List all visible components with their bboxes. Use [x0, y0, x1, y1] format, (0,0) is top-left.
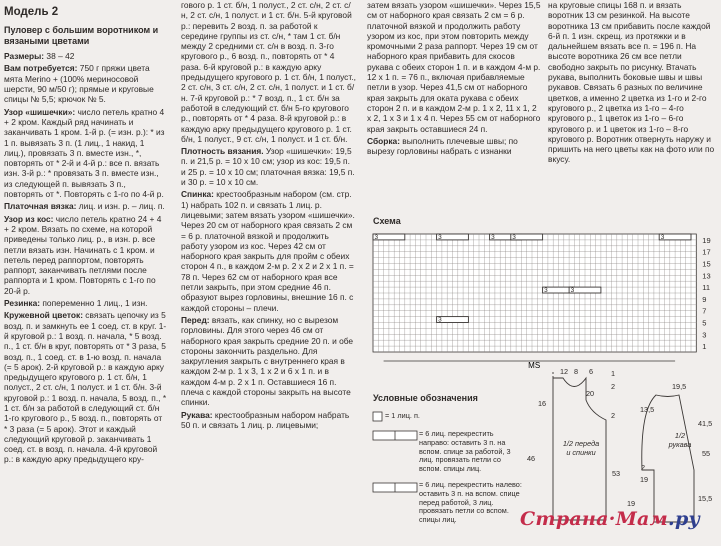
paragraph-text: выполнить плечевые швы; по вырезу горловины набрать с изнанки — [367, 135, 518, 157]
watermark-part2: Мам — [615, 508, 669, 530]
paragraph-text: Узор «шишечки»: 19,5 п. и 21,5 р. = 10 х 10 см; узор из кос: 19,5 п. и 25 р. = 10 х 10 см; платочная вязка: 19,5 п. и 30 р. = 10 х 10 см. — [181, 146, 355, 188]
dimension-label: 6 — [589, 367, 594, 376]
watermark-heart-icon: · — [608, 508, 616, 530]
row-number: 7 — [702, 306, 707, 316]
dimension-label: 19 — [640, 475, 649, 484]
model-subtitle: Пуловер с большим воротником и вязаными цветами — [4, 25, 159, 46]
paragraph-lead: Рукава: — [181, 409, 213, 420]
row-number: 3 — [702, 330, 707, 340]
row-number: 17 — [702, 247, 711, 257]
row-number: 15 — [702, 259, 711, 269]
row-number: 11 — [702, 283, 711, 293]
paragraph-lead: Спинка: — [181, 189, 214, 200]
paragraph-lead: Узор «шишечки»: — [4, 106, 76, 117]
cable-mark-label: 3 — [438, 234, 442, 242]
paragraph-text: лиц. и изн. р. – лиц. п. — [76, 201, 165, 212]
row-number: 19 — [702, 235, 711, 245]
dimension-label: 1 — [611, 369, 616, 378]
paragraph-text: число петель кратно 24 + 4 + 2 кром. Вязать по схеме, на которой приведены только лиц. р., в изн. р. все петли вязать изн. Начинать с 1 кром. и петель перед раппортом, повторять раппорт, заканчивать петлями после раппорта и 1 кром. Повторять с 1-го по 20-й р. — [4, 213, 162, 296]
cable-mark-label: 3 — [570, 287, 575, 295]
dimension-label: 41,5 — [698, 419, 713, 428]
dimension-label: 19,5 — [672, 382, 687, 391]
paragraph-lead: Вам потребуется: — [4, 63, 78, 74]
cable-mark-label: 3 — [374, 234, 379, 242]
model-title: Модель 2 — [4, 6, 59, 18]
paragraph-lead: Плотность вязания. — [181, 146, 264, 157]
legend-item-knit: = 1 лиц. п. — [385, 411, 420, 420]
chart-grid — [373, 234, 696, 370]
paragraph-lead: Размеры: — [4, 51, 45, 62]
legend-heading: Условные обозначения — [373, 393, 478, 403]
dimension-label: 8 — [574, 367, 579, 376]
paragraph-text: 750 г пряжи цвета мята Merino + (100% мериносовой шерсти, 90 м/50 г); прямые и круговые спицы № 5,5; крючок № 5. — [4, 63, 154, 105]
row-number-labels — [702, 236, 710, 351]
dimension-label: 2 — [611, 411, 616, 420]
row-number: 13 — [702, 271, 711, 281]
cable-mark-label: 3 — [438, 316, 442, 324]
legend-item-cable-left: = 6 лиц. перекрестить налево: оставить 3 п. на вспом. спице перед работой, 3 лиц. провязать петли со вспом. спицы лиц. — [419, 480, 522, 525]
dimension-label: 20 — [586, 389, 595, 398]
paragraph-text: 38 – 42 — [44, 51, 75, 62]
dimension-label: 46 — [527, 454, 536, 463]
sleeve-label: 1/2 рукава — [668, 431, 692, 449]
cable-mark-label: 3 — [544, 287, 548, 295]
paragraph-text: на круговые спицы 168 п. и вязать воротник 13 см резинкой. На высоте воротника 13 см прибавить после каждой 6-й п. 1 изн. скрещ. из протяжки и в дальнейшем вязать все п. = 196 п. На высоте воротника 26 см все петли свободно закрыть по рисунку. Втачать рукава, выполнить боковые швы и швы рукавов. Связать 6 разных по величине цветков, а именно 2 цветка из 1-го и 2-го кругового р., 2 цветка из 1-го – 4-го кругового р., 1 цветок из 1-го – 6-го кругового р. и 1 цветок из 1-го – 8-го кругового р. Воротник отвернуть наружу и пришить на него цветы как на фото или по вкусу. — [548, 0, 715, 165]
paragraph-lead: Узор из кос: — [4, 213, 54, 224]
row-number: 9 — [702, 294, 707, 304]
dimension-label: 53 — [612, 469, 621, 478]
legend-item-cable-right: = 6 лиц. перекрестить направо: оставить 3 п. на вспом. спице за работой, 3 лиц. провязать петли со вспом. спицы лиц. — [419, 429, 511, 474]
paragraph-lead: Кружевной цветок: — [4, 310, 83, 321]
dimension-label: 15,5 — [698, 494, 713, 503]
paragraph-lead: Резинка: — [4, 298, 41, 309]
paragraph-lead: Сборка: — [367, 135, 400, 146]
legend-symbols — [373, 412, 417, 492]
watermark-part3: .ру — [668, 508, 701, 530]
paragraph-text: крестообразным набором набрать 50 п. и связать 1 лиц. р. лицевыми; — [181, 409, 350, 430]
dimension-label: 55 — [702, 449, 711, 458]
legend-knit-stitch-box — [373, 412, 382, 421]
paragraph-text: связать цепочку из 5 возд. п. и замкнуть ее 1 соед. ст. в круг. 1-й круговой р.: 1 возд. п. начала, * 5 возд. п., 1 ст. б/н в круг, повторять от * 3 раза, 5 возд. п., 1 соед. ст. в 1-ю возд. п. начала (= 5 арок). 2-й круговой р.: в каждую арку предыдущего кругового р. 1 ст. б/н, 1 полуст., 2 ст. с/н, 1 полуст. и 1 ст. б/н. 3-й круговой р.: 1 возд. п. начала, 5 возд. п., * 1 ст. б/н за работой в следующий ст. б/н 1-го кругового р., 5 возд. п., повторять от * 3 раза (= 5 арок). Этот и каждый следующий круговой р. заканчивать 1 соед. ст. в возд. п. начала. 4-й круговой р.: в каждую арку предыдущего кру- — [4, 310, 167, 465]
schema-heading: Схема — [373, 216, 401, 226]
dimension-label: 13,5 — [640, 405, 655, 414]
dimension-label: 12 — [560, 367, 569, 376]
dimension-label: 2 — [641, 463, 646, 472]
paragraph-text: число петель кратно 4 + 2 кром. Каждый ряд начинать и заканчивать 1 кром. 1-й р. (= изн. р.): * из 1 п. вывязать 3 п. (1 лиц., 1 накид, 1 лиц.), провязать 3 п. вместе изн., *, повторять от * 2-й и 4-й р.: все п. вязать изн. 3-й р.: * провязать 3 п. вместе изн., из следующей п. вывязать 3 п., повторять от *. Повторять с 1-го по 4-й р. — [4, 106, 165, 200]
row-number: 5 — [702, 318, 707, 328]
dimension-label: 16 — [538, 399, 547, 408]
paragraph-text: гового р. 1 ст. б/н, 1 полуст., 2 ст. с/н, 2 ст. с/н, 2 ст. с/н, 1 полуст. и 1 ст. б/н. 5-й круговой р.: перевить 2 возд. п. за работой к середине группы из ст. с/н, * там 1 ст. б/н между 2 средними ст. с/н в возд. п. 3-го кругового р., 6 возд. п., повторять от * 4 раза. 6-й круговой р.: в каждую арку предыдущего кругового р. 1 ст. б/н, 1 полуст., 2 ст. с/н, 3 ст. с/н, 2 ст. с/н, 1 полуст. и 1 ст. б/н. 7-й круговой р.: * 7 возд. п., 1 ст. б/н за работой в следующий ст. б/н 5-го кругового р., повторять от * 4 раза. 8-й круговой р.: в каждую арку предыдущего кругового р. 1 ст. б/н, 1 полуст., 9 ст. с/н, 1 полуст. и 1 ст. б/н. — [181, 0, 356, 144]
paragraph-lead: Платочная вязка: — [4, 201, 77, 212]
cable-mark-label: 3 — [512, 234, 516, 242]
watermark-part1: Страна — [520, 508, 609, 530]
repeat-label: MS — [528, 361, 541, 370]
watermark-logo — [520, 508, 700, 530]
paragraph-text: вязать, как спинку, но с вырезом горловины. Для этого через 46 см от наборного края закрыть средние 20 п. и обе стороны закончить раздельно. Для закругления закрыть с внутреннего края в каждом 2-м р. 1 х 3, 1 х 2 и 6 х 1 п. и в каждом 4-м р. 2 х 1 п. Оставшиеся 16 п. плеча с каждой стороны закрыть на высоте спинки. — [181, 314, 354, 408]
paragraph-text: затем вязать узором «шишечки». Через 15,5 см от наборного края связать 2 см = 6 р. платочной вязкой и продолжить работу узором из кос, при этом повторить между кромочными 2 раза раппорт. Через 19 см от наборного края прибавить для скосов рукава с обеих сторон 1 п. и в каждом 4-м р. 12 х 1 п. = 76 п., включая прибавляемые петли в узор. Через 41,5 см от наборного края закрыть для оката рукава с обеих сторон 2 п. и в каждом 2-м р. 1 х 2, 11 х 1, 2 х 2, 1 х 3 и 1 х 4 п. Через 55 см от наборного края закрыть оставшиеся 24 п. — [367, 0, 541, 134]
cable-mark-label: 3 — [491, 234, 495, 242]
paragraph-text: крестообразным набором (см. стр. 1) набрать 102 п. и связать 1 лиц. р. лицевыми; затем вязать узором «шишечки». Через 20 см от наборного края связать 2 см = 6 р. платочной вязкой и продолжить работу узором из кос. Через 42 см от наборного края закрыть для пройм с обеих сторон 4 п., в каждом 2-м р. 2 х 2 и 2 х 1 п. = 78 п. Через 62 см от наборного края все петли закрыть, при этом средние 46 п. образуют вырез горловины, внешние 16 п. с каждой стороны – плечи. — [181, 189, 355, 313]
paragraph-text: попеременно 1 лиц., 1 изн. — [40, 298, 148, 309]
paragraph-lead: Перед: — [181, 314, 210, 325]
dimension-label: 2 — [611, 382, 616, 391]
dimension-label: 19 — [627, 499, 636, 508]
front-back-label: 1/2 переда и спинки — [562, 439, 600, 457]
row-number: 1 — [702, 342, 707, 352]
cable-mark-label: 3 — [660, 234, 665, 242]
